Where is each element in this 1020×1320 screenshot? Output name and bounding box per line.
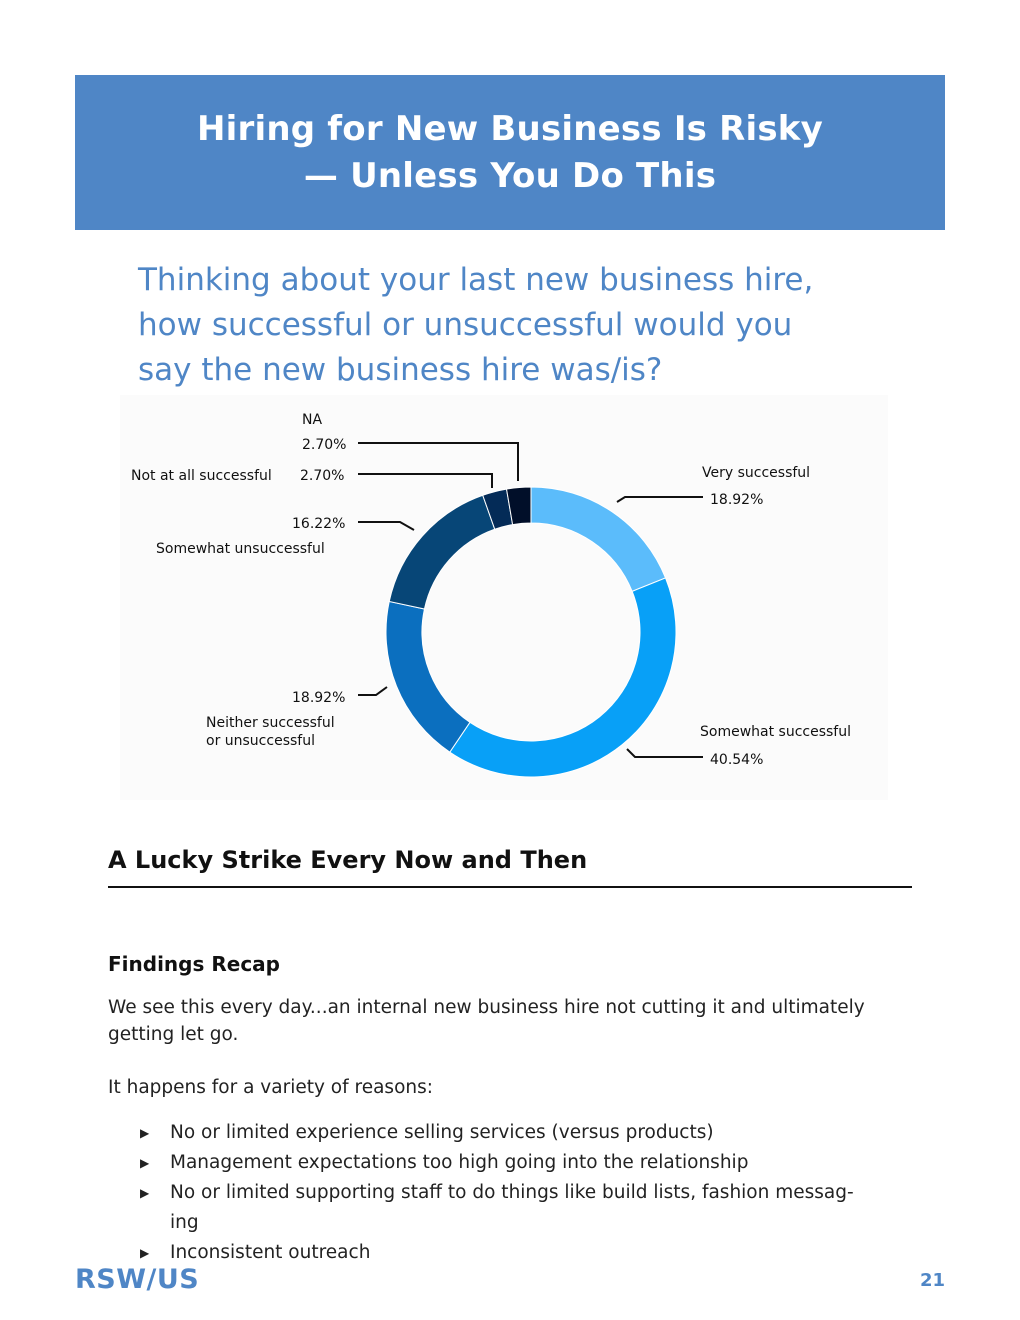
survey-question xyxy=(138,258,918,393)
label-na-value: 2.70% xyxy=(302,437,347,453)
list-item: ▶ No or limited supporting staff to do things like build lists, fashion messag- ing xyxy=(140,1178,920,1238)
reasons-list xyxy=(140,1118,920,1268)
label-na-name: NA xyxy=(302,412,323,428)
label-somewhat-successful-name: Somewhat successful xyxy=(700,724,851,740)
rswus-logo: RSW/US xyxy=(75,1264,200,1295)
leader-somewhat-unsuccessful xyxy=(358,522,414,530)
page-title-line-2: — Unless You Do This xyxy=(303,155,717,196)
leader-neither xyxy=(358,687,387,695)
label-very-successful-name: Very successful xyxy=(702,465,811,481)
section-heading: A Lucky Strike Every Now and Then xyxy=(108,846,912,888)
findings-recap-heading: Findings Recap xyxy=(108,952,280,976)
survey-question-line-3: say the new business hire was/is? xyxy=(138,352,663,388)
donut-slice-somewhat-successful xyxy=(450,578,676,777)
label-somewhat-unsuccessful-name: Somewhat unsuccessful xyxy=(156,541,325,557)
page-number: 21 xyxy=(920,1270,946,1291)
leader-very-successful xyxy=(617,497,703,502)
page-title-line-1: Hiring for New Business Is Risky xyxy=(197,108,823,149)
findings-paragraph-1-line-1: We see this every day...an internal new business hire not cutting it and ultimately xyxy=(108,997,865,1018)
donut-slice-neither-successful-or-unsuccessful xyxy=(386,601,470,752)
label-very-successful-value: 18.92% xyxy=(710,492,764,508)
findings-paragraph-2: It happens for a variety of reasons: xyxy=(108,1077,433,1098)
donut-slice-somewhat-unsuccessful xyxy=(389,495,494,609)
list-item: ▶ Management expectations too high going into the relationship xyxy=(140,1148,920,1178)
survey-question-line-1: Thinking about your last new business hire, xyxy=(138,262,814,298)
label-not-at-all-value: 2.70% xyxy=(300,468,345,484)
leader-somewhat-successful xyxy=(627,749,703,757)
survey-question-line-2: how successful or unsuccessful would you xyxy=(138,307,793,343)
label-neither-value: 18.92% xyxy=(292,690,346,706)
bullet-arrow-icon: ▶ xyxy=(140,1186,150,1200)
list-item: ▶ No or limited experience selling services (versus products) xyxy=(140,1118,920,1148)
leader-na xyxy=(358,443,518,481)
bullet-arrow-icon: ▶ xyxy=(140,1156,150,1170)
label-somewhat-successful-value: 40.54% xyxy=(710,752,764,768)
donut-slice-very-successful xyxy=(531,487,666,591)
label-neither-name-line-1: Neither successful xyxy=(206,715,335,731)
donut-chart xyxy=(120,395,888,800)
list-item: ▶ Inconsistent outreach xyxy=(140,1238,920,1268)
label-somewhat-unsuccessful-value: 16.22% xyxy=(292,516,346,532)
findings-paragraph-1 xyxy=(108,994,918,1048)
leader-not-at-all xyxy=(358,474,492,488)
findings-paragraph-1-line-2: getting let go. xyxy=(108,1024,239,1045)
label-not-at-all-name: Not at all successful xyxy=(131,468,272,484)
bullet-arrow-icon: ▶ xyxy=(140,1246,150,1260)
bullet-arrow-icon: ▶ xyxy=(140,1126,150,1140)
label-neither-name-line-2: or unsuccessful xyxy=(206,733,315,749)
title-banner xyxy=(75,75,945,230)
donut-chart-svg xyxy=(120,395,888,800)
